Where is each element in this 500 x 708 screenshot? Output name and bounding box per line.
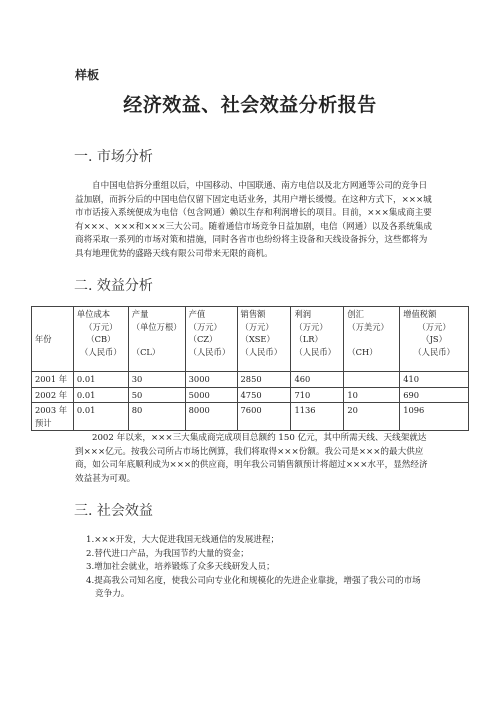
header-line: （XSE） — [240, 334, 275, 344]
header-cell — [400, 307, 469, 372]
header-cell — [237, 307, 291, 372]
header-line: 产量 — [131, 309, 149, 319]
value-cell: 0.01 — [73, 387, 128, 403]
benefit-analysis-paragraph: 2002 年以来，×××三大集成商完成项目总额约 150 亿元，其中所需天线、天线架就达到×××亿元。按我公司所占市场比例算，我们将取得×××份额。我公司是×××的最大供应商，如公司年底顺利成为×××的供应商，明年我公司销售额预计将超过×××水平，显然经济效益甚为可观。 — [75, 433, 428, 484]
value-cell: 4750 — [237, 387, 291, 403]
table-header-row — [32, 307, 469, 372]
header-line: （人民币） — [294, 346, 336, 357]
header-line: （万元） — [240, 321, 274, 332]
market-analysis-paragraph: 自中国电信拆分重组以后，中国移动、中国联通、南方电信以及北方网通等公司的竞争日益加剧，而拆分后的中国电信仅留下固定电话业务，其用户增长缓慢。在这种方式下，×××城市市话接入系统便成为电信（包含网通）赖以生存和利润增长的项目。目前，×××集成商主要有×××、×××和×××三大公司。随着通信市场竞争日益加剧，电信（网通）以及各系统集成商将采取一系列的市场对策和措施，同时各省市也纷纷将主设备和天线设备拆分，这些都将为具有地理优势的盛路天线有限公司带来无限的商机。 — [75, 181, 432, 259]
header-line: （人民币） — [188, 346, 231, 357]
year-cell: 2001 年 — [32, 372, 74, 388]
value-cell: 460 — [291, 372, 344, 388]
value-cell — [344, 372, 400, 388]
social-benefit-list — [86, 534, 426, 602]
section-heading-benefit: 二. 效益分析 — [74, 278, 153, 294]
value-cell: 690 — [400, 387, 469, 403]
header-line: （人民币） — [80, 346, 122, 357]
header-cell — [291, 307, 344, 372]
value-cell: 30 — [128, 372, 185, 388]
section-heading-market: 一. 市场分析 — [74, 149, 153, 165]
year-cell: 2003 年预计 — [32, 403, 74, 431]
header-cell — [185, 307, 237, 372]
header-cell — [73, 307, 128, 372]
value-cell: 1096 — [400, 403, 469, 431]
header-line — [132, 333, 182, 346]
table-row — [32, 387, 469, 403]
header-line: 产值 — [188, 309, 206, 319]
value-cell: 0.01 — [73, 403, 128, 431]
benefit-table — [31, 306, 469, 431]
header-line: 增值税额 — [403, 309, 437, 319]
value-cell: 410 — [400, 372, 469, 388]
year-cell: 2002 年 — [32, 387, 74, 403]
value-cell: 8000 — [185, 403, 237, 431]
section-heading-social: 三. 社会效益 — [74, 503, 153, 519]
list-item: 3.增加社会就业，培养锻炼了众多天线研发人员； — [86, 562, 275, 573]
header-line: （CZ） — [188, 334, 218, 344]
header-line: 单位成本 — [76, 309, 111, 319]
header-line: （万美元） — [347, 321, 389, 332]
header-line: （CL） — [131, 346, 161, 357]
header-line: （万元） — [84, 321, 118, 332]
value-cell: 7600 — [237, 403, 291, 431]
header-cell — [344, 307, 400, 372]
header-line: 创汇 — [347, 309, 364, 319]
header-cell — [128, 307, 185, 372]
value-cell: 20 — [344, 403, 400, 431]
header-line: （万元） — [294, 321, 328, 332]
report-title: 经济效益、社会效益分析报告 — [123, 94, 377, 116]
header-year: 年份 — [32, 307, 74, 372]
header-line: （万元） — [417, 321, 451, 332]
header-line: （CH） — [347, 346, 378, 357]
value-cell: 80 — [128, 403, 185, 431]
list-item: 2.替代进口产品，为我国节约大量的资金； — [86, 548, 249, 559]
header-line: （万元） — [188, 321, 222, 332]
value-cell: 3000 — [185, 372, 237, 388]
list-item: 1.×××开发，大大促进我国无线通信的发展进程； — [86, 535, 280, 545]
value-cell: 50 — [128, 387, 185, 403]
header-line: （人民币） — [413, 346, 455, 357]
value-cell: 2850 — [237, 372, 291, 388]
value-cell: 10 — [344, 387, 400, 403]
header-line: 利润 — [294, 309, 312, 319]
sample-label: 样板 — [75, 68, 100, 82]
header-line: （JS） — [421, 334, 447, 344]
header-line: （CB） — [86, 334, 116, 344]
header-line: 销售额 — [240, 309, 266, 319]
header-line: （人民币） — [240, 346, 283, 357]
value-cell: 5000 — [185, 387, 237, 403]
list-item: 4.提高我公司知名度，使我公司向专业化和规模化的先进企业靠拢，增强了我公司的市场竞争力。 — [86, 575, 421, 600]
header-line: （单位万根） — [131, 321, 182, 332]
table-row — [32, 372, 469, 388]
header-line: （LR） — [294, 334, 323, 344]
header-line — [347, 333, 396, 346]
value-cell: 1136 — [291, 403, 344, 431]
value-cell: 0.01 — [73, 372, 128, 388]
value-cell: 710 — [291, 387, 344, 403]
table-row — [32, 403, 469, 431]
